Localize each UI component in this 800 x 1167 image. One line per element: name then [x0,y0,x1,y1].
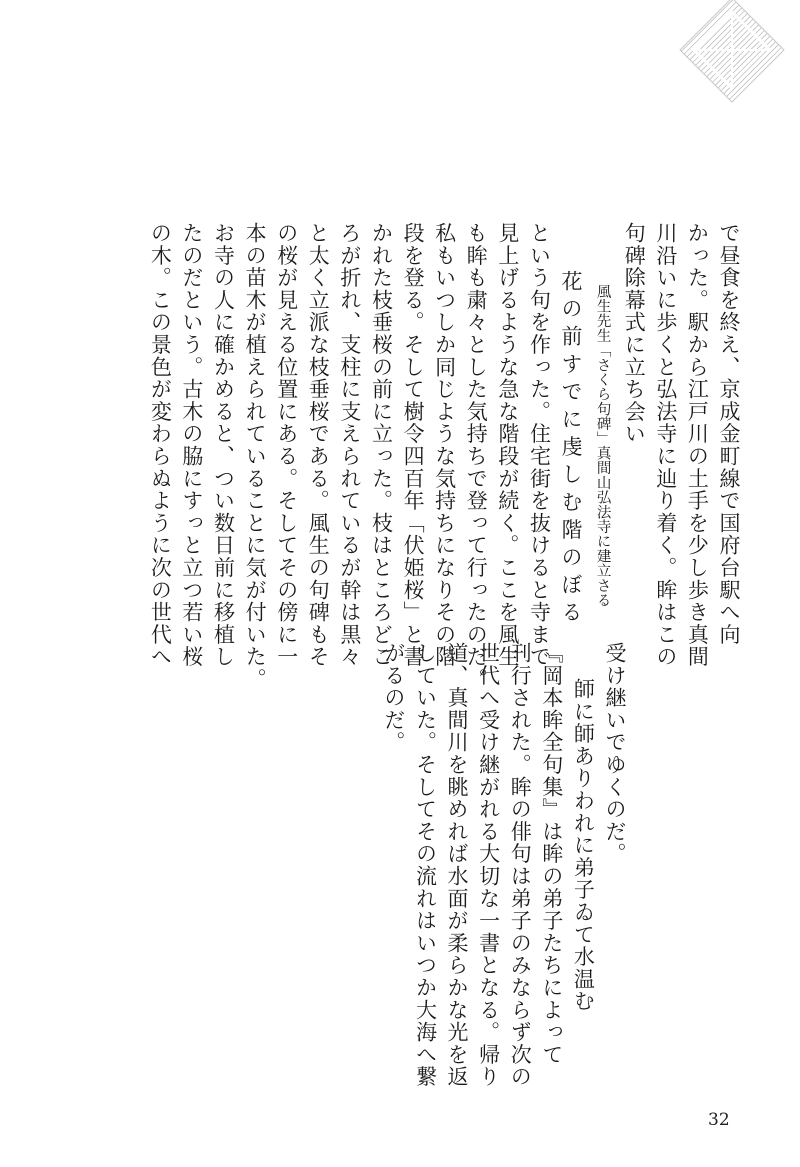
text-column: 私もいつしか同じような気持ちになりその階 [432,222,457,668]
text-column: ろが折れ、支柱に支えられているが幹は黒々 [337,222,362,668]
text-column: の桜が見える位置にある。そしてその傍に一 [274,222,299,668]
text-column: も眸も粛々とした気持ちで登って行ったのだ。 [464,222,489,691]
text-column: 見上げるような急な階段が続く。ここを風生 [495,222,520,668]
page-number: 32 [708,1110,730,1130]
text-column: 刊行された。眸の俳句は弟子のみならず次の [508,642,533,1088]
text-column: の木。この景色が変わらぬように次の世代へ [148,222,173,668]
haiku: 師に師ありわれに弟子ゐて水温む [571,678,596,1013]
text-column: お寺の人に確かめると、つい数日前に移植し [211,222,236,668]
text-column: 『岡本眸全句集』は眸の弟子たちによって [539,642,564,1066]
text-column: という句を作った。住宅街を抜けると寺まで [527,222,552,668]
text-column: 世代へ受け継がれる大切な一書となる。帰り [476,642,501,1088]
upper-text-block [84,222,744,692]
text-column: で昼食を終え、京成金町線で国府台駅へ向 [717,222,741,646]
text-column: 本の苗木が植えられていることに気が付いた。 [243,222,268,691]
text-column: 受け継いでゆくのだ。 [603,642,627,865]
text-column: 段を登る。そして樹令四百年「伏姫桜」と書 [401,222,426,668]
corner-emblem [676,0,788,106]
haiku-prefatory-note: 風生先生「さくら句碑」真間山弘法寺に建立さる [594,284,611,608]
text-column: たのだという。古木の脇にすっと立つ若い桜 [179,222,204,668]
lower-text-block [290,642,630,1088]
text-column: と太く立派な枝垂桜である。風生の句碑もそ [306,222,331,668]
text-column: かった。駅から江戸川の土手を少し歩き真間 [685,222,710,668]
haiku: 花の前すでに虔しむ階のぼる [559,270,584,629]
text-column: がるのだ。 [381,642,406,754]
text-column: かれた枝垂桜の前に立った。枝はところどこ [369,222,394,668]
text-column: 道、真間川を眺めれば水面が柔らかな光を返 [445,642,470,1088]
text-column: していた。そしてその流れはいつか大海へ繋 [413,642,438,1088]
text-column: 句碑除幕式に立ち会い [622,222,647,445]
text-column: 川沿いに歩くと弘法寺に辿り着く。眸はこの [653,222,678,668]
